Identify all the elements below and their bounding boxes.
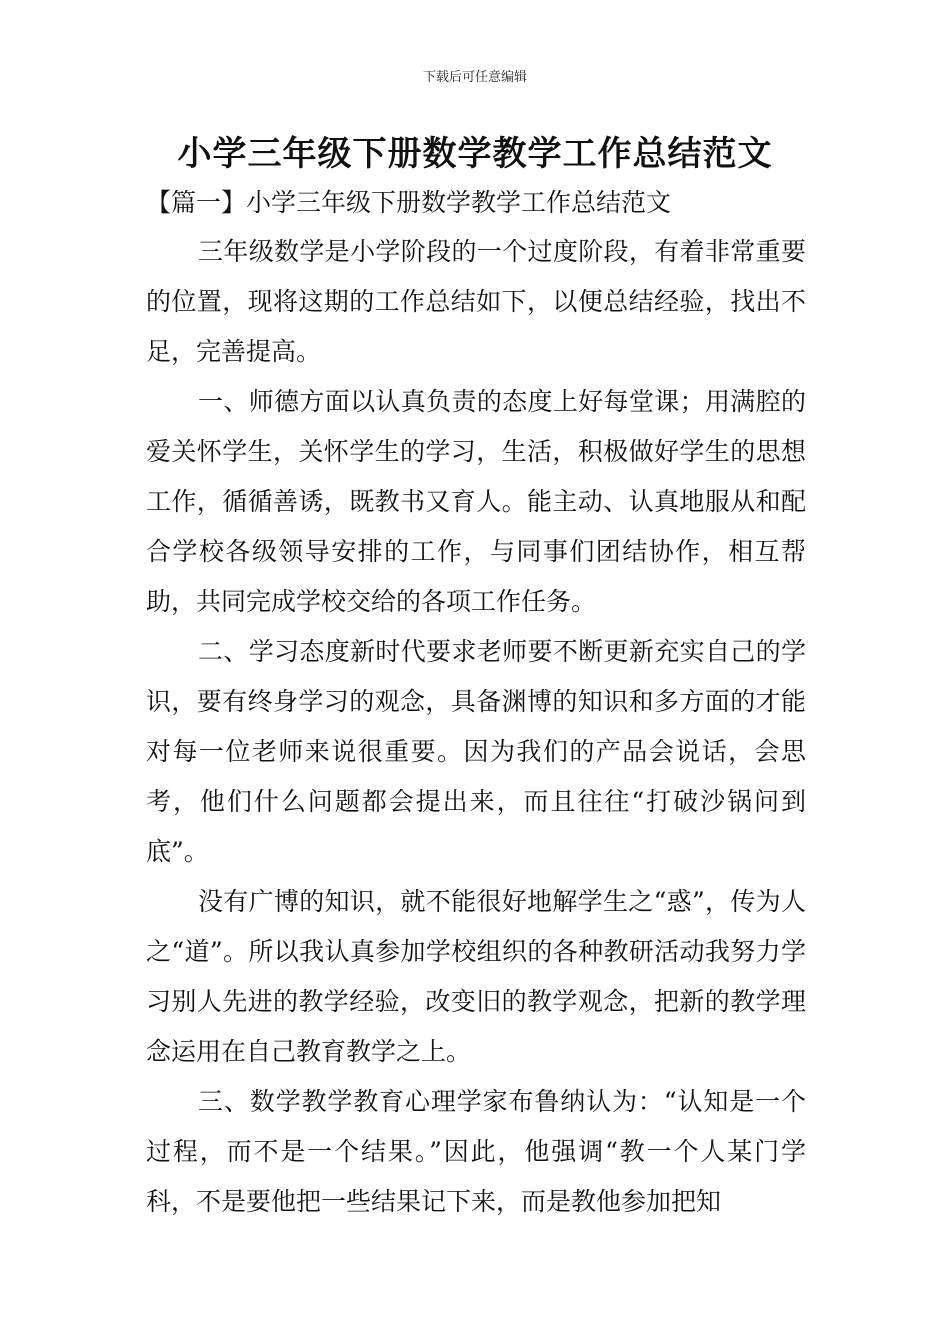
page-header-note: 下载后可任意编辑 [422,70,527,85]
document-title: 小学三年级下册数学教学工作总结范文 [177,134,773,174]
paragraph-math-teaching: 三、数学教学教育心理学家布鲁纳认为：“认知是一个过程，而不是一个结果。”因此，他强调“教一个人某门学科，不是要他把一些结果记下来，而是教他参加把知 [146,1087,806,1216]
paragraph-broad-knowledge: 没有广博的知识，就不能很好地解学生之“惑”，传为人之“道”。所以我认真参加学校组织的各种教研活动我努力学习别人先进的教学经验，改变旧的教学观念，把新的教学理念运用在自己教育教学之上。 [146,887,806,1066]
paragraph-learning-attitude: 二、学习态度新时代要求老师要不断更新充实自己的学识，要有终身学习的观念，具备渊博的知识和多方面的才能对每一位老师来说很重要。因为我们的产品会说话，会思考，他们什么问题都会提出来，而且往往“打破沙锅问到底”。 [146,637,806,866]
section-heading: 【篇一】小学三年级下册数学教学工作总结范文 [146,188,672,217]
paragraph-teacher-ethics: 一、师德方面以认真负责的态度上好每堂课；用满腔的爱关怀学生，关怀学生的学习，生活，积极做好学生的思想工作，循循善诱，既教书又育人。能主动、认真地服从和配合学校各级领导安排的工作，与同事们团结协作，相互帮助，共同完成学校交给的各项工作任务。 [146,387,806,616]
paragraph-intro: 三年级数学是小学阶段的一个过度阶段，有着非常重要的位置，现将这期的工作总结如下，以便总结经验，找出不足，完善提高。 [146,237,806,366]
